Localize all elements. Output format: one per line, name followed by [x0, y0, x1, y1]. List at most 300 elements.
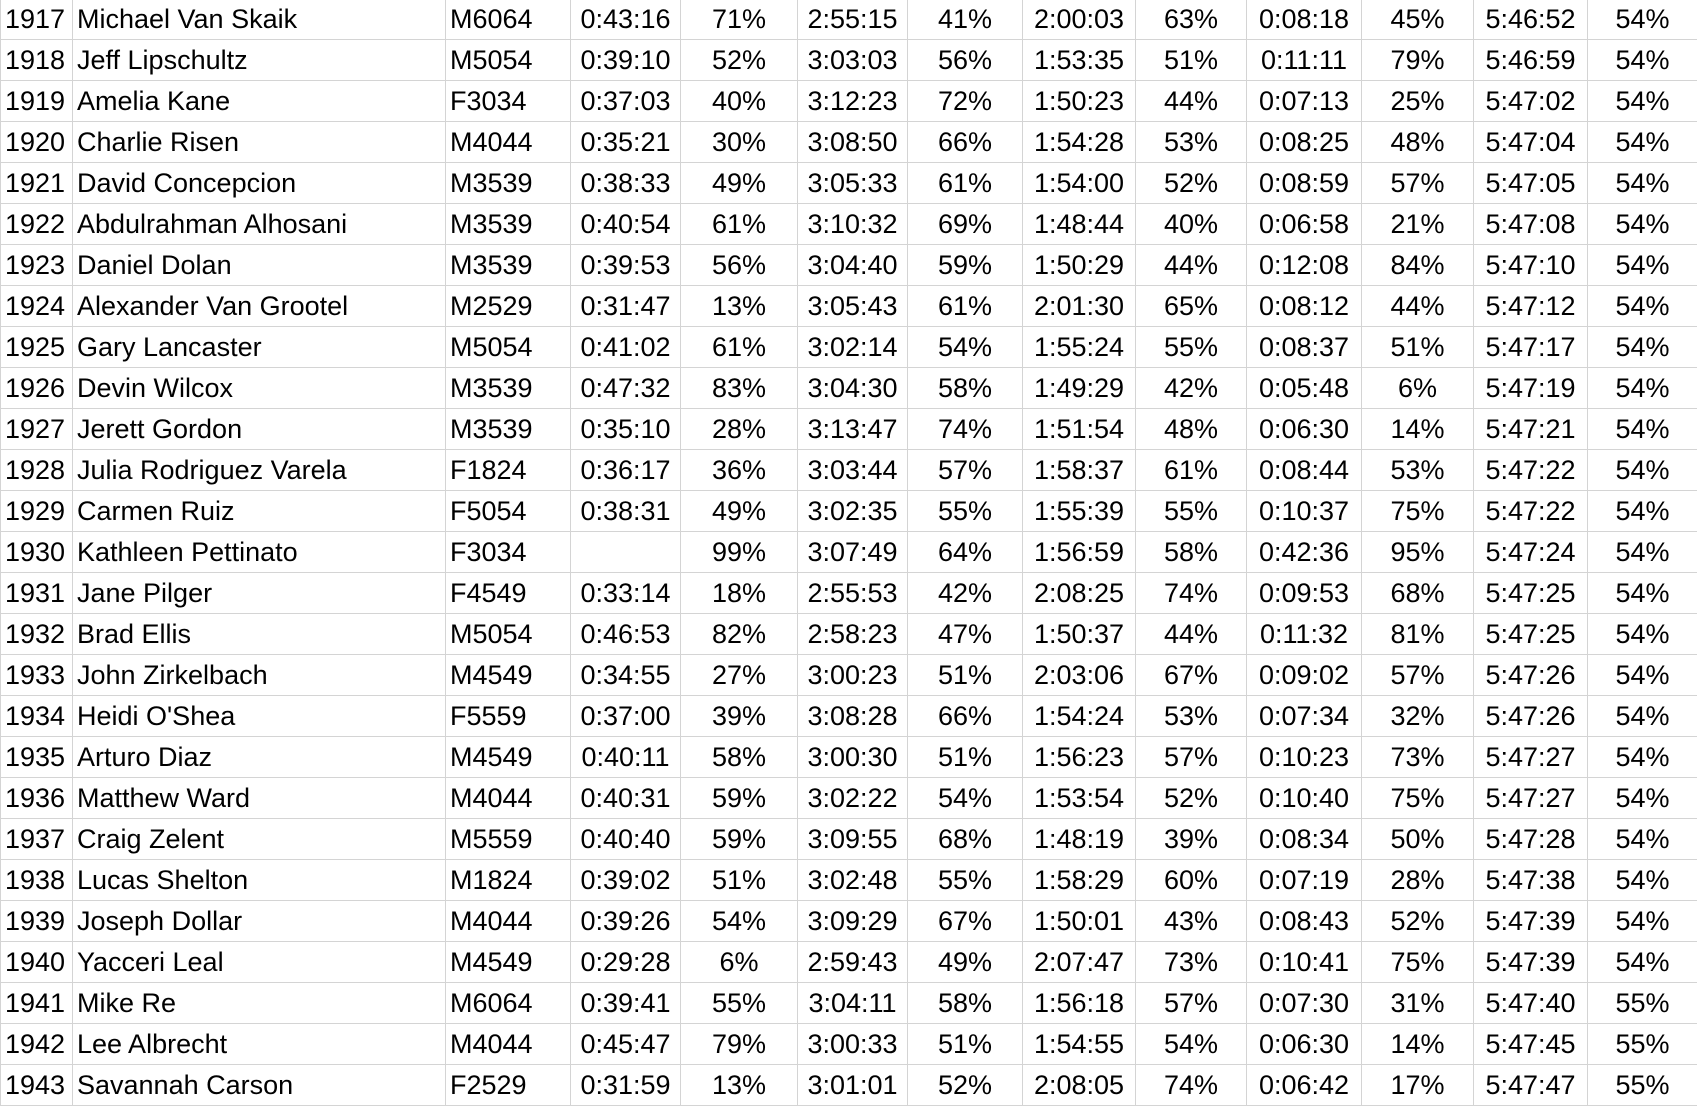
cell-division[interactable]: F1824: [446, 450, 571, 491]
cell-place[interactable]: 1920: [1, 122, 73, 163]
cell-time-3[interactable]: 1:50:37: [1023, 614, 1136, 655]
cell-time-3[interactable]: 1:56:59: [1023, 532, 1136, 573]
cell-name[interactable]: Julia Rodriguez Varela: [73, 450, 446, 491]
cell-name[interactable]: Devin Wilcox: [73, 368, 446, 409]
cell-total-time[interactable]: 5:47:22: [1474, 450, 1588, 491]
cell-pct-4[interactable]: 75%: [1362, 778, 1474, 819]
cell-pct-4[interactable]: 52%: [1362, 901, 1474, 942]
cell-division[interactable]: M5054: [446, 327, 571, 368]
cell-place[interactable]: 1935: [1, 737, 73, 778]
cell-total-time[interactable]: 5:47:02: [1474, 81, 1588, 122]
cell-pct-1[interactable]: 71%: [681, 0, 798, 40]
cell-total-pct[interactable]: 55%: [1588, 983, 1697, 1024]
cell-pct-1[interactable]: 56%: [681, 245, 798, 286]
cell-place[interactable]: 1940: [1, 942, 73, 983]
cell-pct-2[interactable]: 41%: [908, 0, 1023, 40]
cell-pct-1[interactable]: 13%: [681, 1065, 798, 1106]
cell-division[interactable]: F2529: [446, 1065, 571, 1106]
cell-time-4[interactable]: 0:08:12: [1247, 286, 1362, 327]
cell-division[interactable]: M3539: [446, 245, 571, 286]
cell-total-time[interactable]: 5:47:39: [1474, 901, 1588, 942]
cell-pct-1[interactable]: 58%: [681, 737, 798, 778]
cell-time-4[interactable]: 0:08:18: [1247, 0, 1362, 40]
cell-pct-1[interactable]: 52%: [681, 40, 798, 81]
cell-time-1[interactable]: 0:46:53: [571, 614, 681, 655]
cell-pct-4[interactable]: 45%: [1362, 0, 1474, 40]
cell-total-pct[interactable]: 54%: [1588, 327, 1697, 368]
cell-time-4[interactable]: 0:06:58: [1247, 204, 1362, 245]
cell-total-pct[interactable]: 54%: [1588, 450, 1697, 491]
cell-time-1[interactable]: 0:33:14: [571, 573, 681, 614]
cell-time-1[interactable]: 0:35:21: [571, 122, 681, 163]
cell-place[interactable]: 1919: [1, 81, 73, 122]
cell-pct-2[interactable]: 74%: [908, 409, 1023, 450]
cell-time-3[interactable]: 1:54:28: [1023, 122, 1136, 163]
cell-place[interactable]: 1939: [1, 901, 73, 942]
cell-total-time[interactable]: 5:47:28: [1474, 819, 1588, 860]
cell-time-1[interactable]: 0:39:26: [571, 901, 681, 942]
cell-total-pct[interactable]: 54%: [1588, 696, 1697, 737]
cell-total-pct[interactable]: 54%: [1588, 573, 1697, 614]
cell-pct-1[interactable]: 51%: [681, 860, 798, 901]
cell-pct-2[interactable]: 59%: [908, 245, 1023, 286]
cell-pct-1[interactable]: 39%: [681, 696, 798, 737]
cell-place[interactable]: 1928: [1, 450, 73, 491]
cell-name[interactable]: Brad Ellis: [73, 614, 446, 655]
cell-pct-3[interactable]: 42%: [1136, 368, 1247, 409]
cell-pct-4[interactable]: 75%: [1362, 491, 1474, 532]
cell-time-3[interactable]: 1:48:44: [1023, 204, 1136, 245]
cell-place[interactable]: 1930: [1, 532, 73, 573]
cell-pct-2[interactable]: 51%: [908, 1024, 1023, 1065]
cell-pct-1[interactable]: 36%: [681, 450, 798, 491]
cell-pct-3[interactable]: 57%: [1136, 983, 1247, 1024]
cell-name[interactable]: Amelia Kane: [73, 81, 446, 122]
cell-place[interactable]: 1923: [1, 245, 73, 286]
cell-time-4[interactable]: 0:07:19: [1247, 860, 1362, 901]
cell-total-time[interactable]: 5:47:10: [1474, 245, 1588, 286]
cell-time-4[interactable]: 0:09:53: [1247, 573, 1362, 614]
cell-time-1[interactable]: 0:39:53: [571, 245, 681, 286]
cell-pct-3[interactable]: 53%: [1136, 122, 1247, 163]
cell-total-pct[interactable]: 54%: [1588, 204, 1697, 245]
cell-pct-4[interactable]: 57%: [1362, 163, 1474, 204]
cell-name[interactable]: Alexander Van Grootel: [73, 286, 446, 327]
cell-time-3[interactable]: 2:08:25: [1023, 573, 1136, 614]
cell-time-2[interactable]: 3:10:32: [798, 204, 908, 245]
cell-total-pct[interactable]: 54%: [1588, 122, 1697, 163]
cell-pct-2[interactable]: 64%: [908, 532, 1023, 573]
cell-total-time[interactable]: 5:47:12: [1474, 286, 1588, 327]
cell-place[interactable]: 1927: [1, 409, 73, 450]
cell-pct-3[interactable]: 44%: [1136, 614, 1247, 655]
cell-time-1[interactable]: 0:41:02: [571, 327, 681, 368]
cell-pct-1[interactable]: 83%: [681, 368, 798, 409]
cell-pct-4[interactable]: 44%: [1362, 286, 1474, 327]
cell-place[interactable]: 1938: [1, 860, 73, 901]
cell-time-3[interactable]: 1:54:55: [1023, 1024, 1136, 1065]
cell-time-4[interactable]: 0:09:02: [1247, 655, 1362, 696]
cell-time-1[interactable]: 0:39:10: [571, 40, 681, 81]
cell-time-4[interactable]: 0:05:48: [1247, 368, 1362, 409]
cell-pct-2[interactable]: 49%: [908, 942, 1023, 983]
cell-total-pct[interactable]: 54%: [1588, 368, 1697, 409]
cell-pct-4[interactable]: 28%: [1362, 860, 1474, 901]
cell-pct-3[interactable]: 57%: [1136, 737, 1247, 778]
cell-total-pct[interactable]: 54%: [1588, 819, 1697, 860]
cell-name[interactable]: Gary Lancaster: [73, 327, 446, 368]
cell-time-3[interactable]: 1:50:29: [1023, 245, 1136, 286]
cell-division[interactable]: F4549: [446, 573, 571, 614]
cell-total-pct[interactable]: 54%: [1588, 614, 1697, 655]
cell-pct-3[interactable]: 74%: [1136, 1065, 1247, 1106]
cell-total-pct[interactable]: 54%: [1588, 245, 1697, 286]
cell-place[interactable]: 1931: [1, 573, 73, 614]
cell-pct-1[interactable]: 30%: [681, 122, 798, 163]
cell-time-2[interactable]: 3:00:23: [798, 655, 908, 696]
cell-name[interactable]: Charlie Risen: [73, 122, 446, 163]
cell-pct-4[interactable]: 21%: [1362, 204, 1474, 245]
cell-time-1[interactable]: 0:39:41: [571, 983, 681, 1024]
cell-pct-3[interactable]: 39%: [1136, 819, 1247, 860]
cell-name[interactable]: Yacceri Leal: [73, 942, 446, 983]
cell-time-3[interactable]: 1:55:39: [1023, 491, 1136, 532]
cell-pct-2[interactable]: 54%: [908, 778, 1023, 819]
cell-time-3[interactable]: 1:58:37: [1023, 450, 1136, 491]
cell-time-4[interactable]: 0:11:11: [1247, 40, 1362, 81]
cell-time-3[interactable]: 2:01:30: [1023, 286, 1136, 327]
cell-time-2[interactable]: 2:55:53: [798, 573, 908, 614]
cell-division[interactable]: M4044: [446, 778, 571, 819]
cell-time-4[interactable]: 0:10:41: [1247, 942, 1362, 983]
cell-name[interactable]: David Concepcion: [73, 163, 446, 204]
cell-time-4[interactable]: 0:10:23: [1247, 737, 1362, 778]
cell-total-pct[interactable]: 54%: [1588, 778, 1697, 819]
cell-time-3[interactable]: 2:08:05: [1023, 1065, 1136, 1106]
cell-total-time[interactable]: 5:47:47: [1474, 1065, 1588, 1106]
cell-name[interactable]: Mike Re: [73, 983, 446, 1024]
cell-division[interactable]: M5559: [446, 819, 571, 860]
cell-pct-1[interactable]: 79%: [681, 1024, 798, 1065]
cell-time-1[interactable]: 0:39:02: [571, 860, 681, 901]
cell-total-time[interactable]: 5:47:25: [1474, 573, 1588, 614]
cell-division[interactable]: M3539: [446, 368, 571, 409]
cell-pct-2[interactable]: 68%: [908, 819, 1023, 860]
cell-time-1[interactable]: 0:45:47: [571, 1024, 681, 1065]
cell-name[interactable]: Craig Zelent: [73, 819, 446, 860]
cell-pct-4[interactable]: 75%: [1362, 942, 1474, 983]
cell-time-2[interactable]: 3:02:22: [798, 778, 908, 819]
cell-time-3[interactable]: 1:56:18: [1023, 983, 1136, 1024]
cell-pct-1[interactable]: 59%: [681, 778, 798, 819]
cell-pct-3[interactable]: 44%: [1136, 245, 1247, 286]
cell-time-4[interactable]: 0:07:13: [1247, 81, 1362, 122]
cell-pct-3[interactable]: 61%: [1136, 450, 1247, 491]
cell-place[interactable]: 1942: [1, 1024, 73, 1065]
cell-pct-3[interactable]: 51%: [1136, 40, 1247, 81]
cell-total-pct[interactable]: 54%: [1588, 81, 1697, 122]
cell-pct-4[interactable]: 32%: [1362, 696, 1474, 737]
cell-place[interactable]: 1933: [1, 655, 73, 696]
cell-pct-2[interactable]: 55%: [908, 860, 1023, 901]
cell-time-1[interactable]: 0:40:11: [571, 737, 681, 778]
cell-division[interactable]: M3539: [446, 163, 571, 204]
cell-time-1[interactable]: 0:43:16: [571, 0, 681, 40]
cell-place[interactable]: 1941: [1, 983, 73, 1024]
cell-pct-1[interactable]: 99%: [681, 532, 798, 573]
cell-place[interactable]: 1936: [1, 778, 73, 819]
cell-pct-3[interactable]: 44%: [1136, 81, 1247, 122]
cell-pct-1[interactable]: 40%: [681, 81, 798, 122]
cell-division[interactable]: M4044: [446, 901, 571, 942]
cell-place[interactable]: 1943: [1, 1065, 73, 1106]
cell-time-3[interactable]: 1:55:24: [1023, 327, 1136, 368]
cell-time-1[interactable]: 0:38:33: [571, 163, 681, 204]
cell-time-2[interactable]: 3:01:01: [798, 1065, 908, 1106]
cell-total-pct[interactable]: 54%: [1588, 286, 1697, 327]
cell-pct-4[interactable]: 51%: [1362, 327, 1474, 368]
cell-pct-1[interactable]: 59%: [681, 819, 798, 860]
cell-time-4[interactable]: 0:42:36: [1247, 532, 1362, 573]
cell-time-4[interactable]: 0:06:30: [1247, 409, 1362, 450]
cell-name[interactable]: Carmen Ruiz: [73, 491, 446, 532]
cell-time-3[interactable]: 1:49:29: [1023, 368, 1136, 409]
cell-time-3[interactable]: 1:51:54: [1023, 409, 1136, 450]
cell-time-2[interactable]: 3:05:43: [798, 286, 908, 327]
cell-time-1[interactable]: [571, 532, 681, 573]
cell-pct-2[interactable]: 57%: [908, 450, 1023, 491]
cell-total-time[interactable]: 5:47:45: [1474, 1024, 1588, 1065]
cell-division[interactable]: M4549: [446, 942, 571, 983]
cell-time-1[interactable]: 0:47:32: [571, 368, 681, 409]
cell-time-2[interactable]: 2:58:23: [798, 614, 908, 655]
cell-place[interactable]: 1926: [1, 368, 73, 409]
cell-time-3[interactable]: 2:00:03: [1023, 0, 1136, 40]
cell-time-2[interactable]: 3:09:29: [798, 901, 908, 942]
cell-total-pct[interactable]: 54%: [1588, 737, 1697, 778]
cell-division[interactable]: M4549: [446, 737, 571, 778]
cell-time-2[interactable]: 3:12:23: [798, 81, 908, 122]
cell-pct-4[interactable]: 57%: [1362, 655, 1474, 696]
cell-place[interactable]: 1932: [1, 614, 73, 655]
cell-pct-2[interactable]: 58%: [908, 368, 1023, 409]
cell-pct-4[interactable]: 68%: [1362, 573, 1474, 614]
cell-pct-4[interactable]: 25%: [1362, 81, 1474, 122]
cell-pct-2[interactable]: 66%: [908, 696, 1023, 737]
cell-pct-3[interactable]: 65%: [1136, 286, 1247, 327]
cell-time-3[interactable]: 1:58:29: [1023, 860, 1136, 901]
cell-time-4[interactable]: 0:10:37: [1247, 491, 1362, 532]
cell-total-time[interactable]: 5:47:19: [1474, 368, 1588, 409]
cell-pct-1[interactable]: 49%: [681, 491, 798, 532]
cell-total-time[interactable]: 5:47:25: [1474, 614, 1588, 655]
cell-pct-2[interactable]: 69%: [908, 204, 1023, 245]
cell-total-pct[interactable]: 54%: [1588, 491, 1697, 532]
cell-time-3[interactable]: 1:53:54: [1023, 778, 1136, 819]
cell-time-2[interactable]: 3:03:03: [798, 40, 908, 81]
cell-pct-1[interactable]: 18%: [681, 573, 798, 614]
cell-time-4[interactable]: 0:08:37: [1247, 327, 1362, 368]
cell-time-1[interactable]: 0:38:31: [571, 491, 681, 532]
cell-time-2[interactable]: 3:02:35: [798, 491, 908, 532]
cell-time-3[interactable]: 1:56:23: [1023, 737, 1136, 778]
cell-place[interactable]: 1918: [1, 40, 73, 81]
cell-division[interactable]: M3539: [446, 409, 571, 450]
cell-name[interactable]: Jeff Lipschultz: [73, 40, 446, 81]
cell-place[interactable]: 1922: [1, 204, 73, 245]
cell-time-3[interactable]: 1:53:35: [1023, 40, 1136, 81]
cell-pct-4[interactable]: 6%: [1362, 368, 1474, 409]
cell-time-2[interactable]: 3:03:44: [798, 450, 908, 491]
cell-pct-4[interactable]: 81%: [1362, 614, 1474, 655]
cell-total-time[interactable]: 5:47:17: [1474, 327, 1588, 368]
cell-pct-3[interactable]: 63%: [1136, 0, 1247, 40]
cell-total-pct[interactable]: 54%: [1588, 163, 1697, 204]
cell-time-3[interactable]: 1:48:19: [1023, 819, 1136, 860]
cell-name[interactable]: Matthew Ward: [73, 778, 446, 819]
cell-time-2[interactable]: 2:55:15: [798, 0, 908, 40]
cell-pct-1[interactable]: 49%: [681, 163, 798, 204]
cell-time-4[interactable]: 0:08:34: [1247, 819, 1362, 860]
cell-division[interactable]: M1824: [446, 860, 571, 901]
cell-total-time[interactable]: 5:47:21: [1474, 409, 1588, 450]
cell-pct-2[interactable]: 67%: [908, 901, 1023, 942]
cell-time-2[interactable]: 3:13:47: [798, 409, 908, 450]
cell-total-pct[interactable]: 54%: [1588, 40, 1697, 81]
cell-time-1[interactable]: 0:31:59: [571, 1065, 681, 1106]
cell-total-time[interactable]: 5:46:52: [1474, 0, 1588, 40]
cell-time-2[interactable]: 3:04:11: [798, 983, 908, 1024]
cell-total-pct[interactable]: 54%: [1588, 942, 1697, 983]
cell-division[interactable]: M3539: [446, 204, 571, 245]
cell-pct-2[interactable]: 55%: [908, 491, 1023, 532]
cell-total-time[interactable]: 5:47:04: [1474, 122, 1588, 163]
cell-time-2[interactable]: 3:09:55: [798, 819, 908, 860]
cell-total-time[interactable]: 5:47:26: [1474, 655, 1588, 696]
cell-time-1[interactable]: 0:40:31: [571, 778, 681, 819]
cell-pct-3[interactable]: 67%: [1136, 655, 1247, 696]
cell-pct-3[interactable]: 58%: [1136, 532, 1247, 573]
cell-division[interactable]: M5054: [446, 40, 571, 81]
cell-total-time[interactable]: 5:47:27: [1474, 737, 1588, 778]
cell-place[interactable]: 1917: [1, 0, 73, 40]
cell-division[interactable]: F5054: [446, 491, 571, 532]
cell-time-4[interactable]: 0:08:59: [1247, 163, 1362, 204]
cell-pct-2[interactable]: 66%: [908, 122, 1023, 163]
cell-pct-3[interactable]: 74%: [1136, 573, 1247, 614]
cell-time-3[interactable]: 2:07:47: [1023, 942, 1136, 983]
cell-time-4[interactable]: 0:07:34: [1247, 696, 1362, 737]
cell-name[interactable]: Savannah Carson: [73, 1065, 446, 1106]
cell-time-1[interactable]: 0:37:00: [571, 696, 681, 737]
cell-time-2[interactable]: 3:02:48: [798, 860, 908, 901]
cell-place[interactable]: 1924: [1, 286, 73, 327]
cell-division[interactable]: M4044: [446, 1024, 571, 1065]
cell-time-2[interactable]: 3:02:14: [798, 327, 908, 368]
cell-pct-1[interactable]: 61%: [681, 204, 798, 245]
cell-pct-4[interactable]: 17%: [1362, 1065, 1474, 1106]
cell-division[interactable]: M4549: [446, 655, 571, 696]
cell-time-1[interactable]: 0:34:55: [571, 655, 681, 696]
cell-name[interactable]: Lucas Shelton: [73, 860, 446, 901]
cell-pct-4[interactable]: 14%: [1362, 1024, 1474, 1065]
cell-total-time[interactable]: 5:47:05: [1474, 163, 1588, 204]
cell-division[interactable]: F5559: [446, 696, 571, 737]
cell-pct-2[interactable]: 58%: [908, 983, 1023, 1024]
cell-pct-2[interactable]: 54%: [908, 327, 1023, 368]
cell-time-4[interactable]: 0:12:08: [1247, 245, 1362, 286]
cell-total-pct[interactable]: 54%: [1588, 860, 1697, 901]
cell-time-1[interactable]: 0:36:17: [571, 450, 681, 491]
cell-pct-3[interactable]: 52%: [1136, 778, 1247, 819]
cell-name[interactable]: Jane Pilger: [73, 573, 446, 614]
cell-name[interactable]: Michael Van Skaik: [73, 0, 446, 40]
cell-pct-3[interactable]: 48%: [1136, 409, 1247, 450]
cell-time-3[interactable]: 1:50:23: [1023, 81, 1136, 122]
cell-pct-2[interactable]: 51%: [908, 655, 1023, 696]
cell-pct-2[interactable]: 72%: [908, 81, 1023, 122]
cell-time-2[interactable]: 3:05:33: [798, 163, 908, 204]
cell-name[interactable]: Daniel Dolan: [73, 245, 446, 286]
cell-pct-3[interactable]: 73%: [1136, 942, 1247, 983]
cell-time-3[interactable]: 2:03:06: [1023, 655, 1136, 696]
cell-time-1[interactable]: 0:40:40: [571, 819, 681, 860]
cell-pct-2[interactable]: 47%: [908, 614, 1023, 655]
cell-pct-3[interactable]: 55%: [1136, 491, 1247, 532]
cell-total-time[interactable]: 5:47:26: [1474, 696, 1588, 737]
cell-time-3[interactable]: 1:50:01: [1023, 901, 1136, 942]
cell-pct-1[interactable]: 6%: [681, 942, 798, 983]
cell-time-2[interactable]: 3:04:40: [798, 245, 908, 286]
cell-time-1[interactable]: 0:37:03: [571, 81, 681, 122]
cell-pct-4[interactable]: 31%: [1362, 983, 1474, 1024]
cell-total-time[interactable]: 5:47:22: [1474, 491, 1588, 532]
cell-pct-4[interactable]: 14%: [1362, 409, 1474, 450]
cell-time-4[interactable]: 0:08:25: [1247, 122, 1362, 163]
cell-total-pct[interactable]: 54%: [1588, 901, 1697, 942]
cell-total-pct[interactable]: 54%: [1588, 655, 1697, 696]
cell-name[interactable]: Lee Albrecht: [73, 1024, 446, 1065]
cell-time-2[interactable]: 3:00:33: [798, 1024, 908, 1065]
cell-division[interactable]: M6064: [446, 983, 571, 1024]
cell-pct-4[interactable]: 53%: [1362, 450, 1474, 491]
cell-time-4[interactable]: 0:11:32: [1247, 614, 1362, 655]
cell-place[interactable]: 1937: [1, 819, 73, 860]
cell-division[interactable]: F3034: [446, 81, 571, 122]
cell-time-4[interactable]: 0:06:30: [1247, 1024, 1362, 1065]
cell-total-time[interactable]: 5:47:08: [1474, 204, 1588, 245]
cell-time-2[interactable]: 2:59:43: [798, 942, 908, 983]
cell-pct-2[interactable]: 52%: [908, 1065, 1023, 1106]
cell-pct-1[interactable]: 61%: [681, 327, 798, 368]
cell-time-3[interactable]: 1:54:24: [1023, 696, 1136, 737]
cell-time-4[interactable]: 0:08:44: [1247, 450, 1362, 491]
cell-pct-1[interactable]: 54%: [681, 901, 798, 942]
cell-time-1[interactable]: 0:31:47: [571, 286, 681, 327]
cell-total-time[interactable]: 5:46:59: [1474, 40, 1588, 81]
cell-division[interactable]: M5054: [446, 614, 571, 655]
cell-name[interactable]: Joseph Dollar: [73, 901, 446, 942]
cell-time-2[interactable]: 3:04:30: [798, 368, 908, 409]
cell-pct-1[interactable]: 82%: [681, 614, 798, 655]
cell-name[interactable]: Jerett Gordon: [73, 409, 446, 450]
cell-time-1[interactable]: 0:29:28: [571, 942, 681, 983]
cell-time-2[interactable]: 3:00:30: [798, 737, 908, 778]
cell-pct-4[interactable]: 84%: [1362, 245, 1474, 286]
cell-pct-3[interactable]: 43%: [1136, 901, 1247, 942]
cell-pct-2[interactable]: 42%: [908, 573, 1023, 614]
cell-total-time[interactable]: 5:47:27: [1474, 778, 1588, 819]
